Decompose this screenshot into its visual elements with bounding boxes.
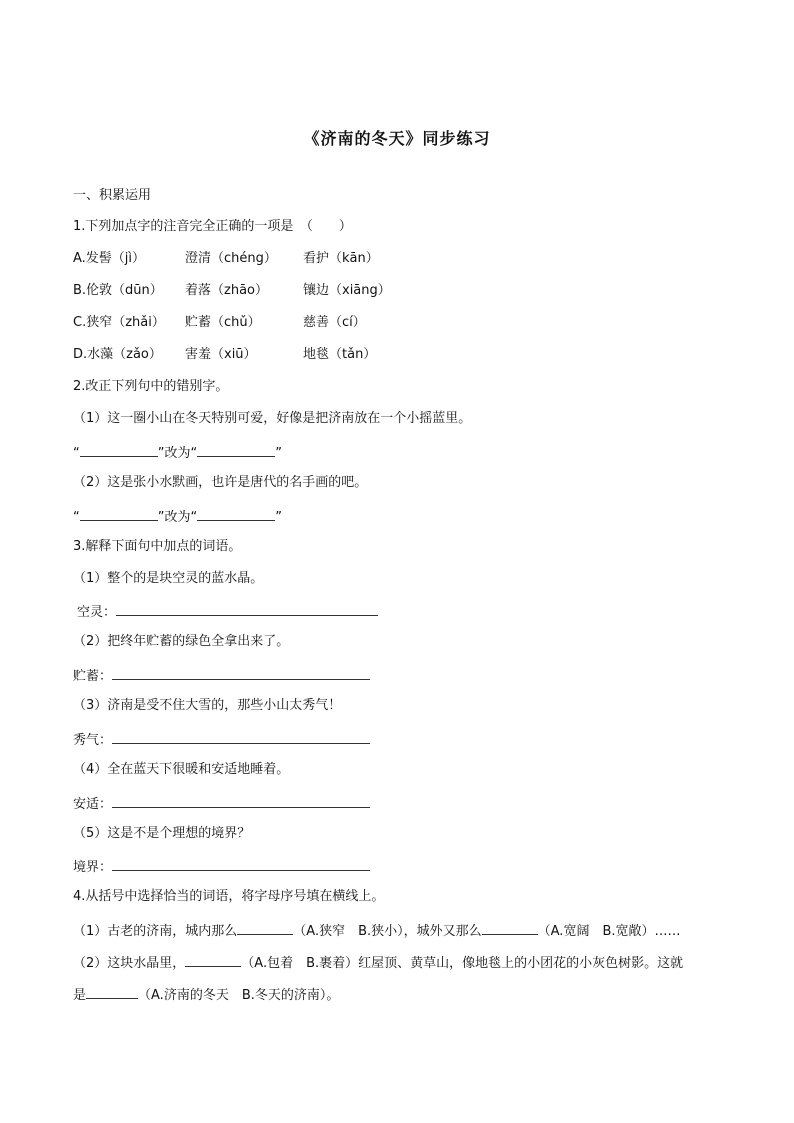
option-word: 害羞（xiū） [185,347,257,362]
answer-blank[interactable] [86,984,138,999]
answer-blank[interactable] [197,506,275,521]
q3-answer-line: 境界： [73,856,370,877]
answer-blank[interactable] [80,506,158,521]
q2-stem: 2.改正下列句中的错别字。 [73,379,229,394]
q3-answer-line: 空灵： [73,601,378,622]
q3-sentence: （4）全在蓝天下很暖和安适地睡着。 [73,762,290,777]
q3-sentence: （1）整个的是块空灵的蓝水晶。 [73,571,264,586]
q3-sentence: （5）这是不是个理想的境界？ [73,826,251,841]
option-word: D.水藻（zǎo） [73,347,162,362]
option-word: 澄清（chéng） [185,251,277,266]
q1-option-d [73,346,376,364]
option-word: 贮蓄（chǔ） [185,315,261,330]
q1-option-c [73,314,366,332]
answer-blank[interactable] [197,442,275,457]
q2-answer-1: “ ”改为“ ” [73,442,282,463]
option-word: 地毯（tǎn） [303,347,377,362]
q4-sentence-1: （1）古老的济南，城内那么 （A.狭窄 B.狭小），城外又那么 （A.宽阔 B.宽敞）…… [73,920,681,941]
option-word: 慈善（cí） [303,315,366,330]
q1-stem: 1.下列加点字的注音完全正确的一项是 （ ） [73,219,352,234]
answer-blank[interactable] [112,729,370,744]
option-word: 着落（zhāo） [185,283,268,298]
q3-answer-line: 贮蓄： [73,665,370,686]
answer-blank[interactable] [482,920,538,935]
option-word: A.发髻（jì） [73,251,146,266]
answer-blank[interactable] [112,665,370,680]
q2-sentence-1: （1）这一圈小山在冬天特别可爱，好像是把济南放在一个小摇蓝里。 [73,411,472,426]
q1-option-a [73,250,379,268]
answer-blank[interactable] [237,920,293,935]
answer-blank[interactable] [112,856,370,871]
option-word: 镶边（xiāng） [303,283,391,298]
q4-sentence-2: （2）这块水晶里， （A.包着 B.裹着）红屋顶、黄草山，像地毯上的小团花的小灰色树影。这就 [73,952,683,973]
q2-answer-2: “ ”改为“ ” [73,506,282,527]
q3-sentence: （2）把终年贮蓄的绿色全拿出来了。 [73,634,290,649]
q3-stem: 3.解释下面句中加点的词语。 [73,539,242,554]
answer-blank[interactable] [116,601,378,616]
section-heading: 一、积累运用 [73,188,152,203]
answer-blank[interactable] [80,442,158,457]
q2-sentence-2: （2）这是张小水默画，也许是唐代的名手画的吧。 [73,475,368,490]
q4-stem: 4.从括号中选择恰当的词语，将字母序号填在横线上。 [73,889,385,904]
answer-blank[interactable] [112,793,370,808]
q4-sentence-2-cont: 是 （A.济南的冬天 B.冬天的济南）。 [73,984,339,1005]
page-title: 《济南的冬天》同步练习 [303,129,491,148]
q3-answer-line: 安适： [73,793,370,814]
option-word: B.伦敦（dūn） [73,283,163,298]
option-word: 看护（kān） [303,251,379,266]
answer-blank[interactable] [185,952,241,967]
option-word: C.狭窄（zhǎi） [73,315,165,330]
q1-option-b [73,282,391,300]
q3-sentence: （3）济南是受不住大雪的，那些小山太秀气！ [73,698,342,713]
q3-answer-line: 秀气： [73,729,370,750]
